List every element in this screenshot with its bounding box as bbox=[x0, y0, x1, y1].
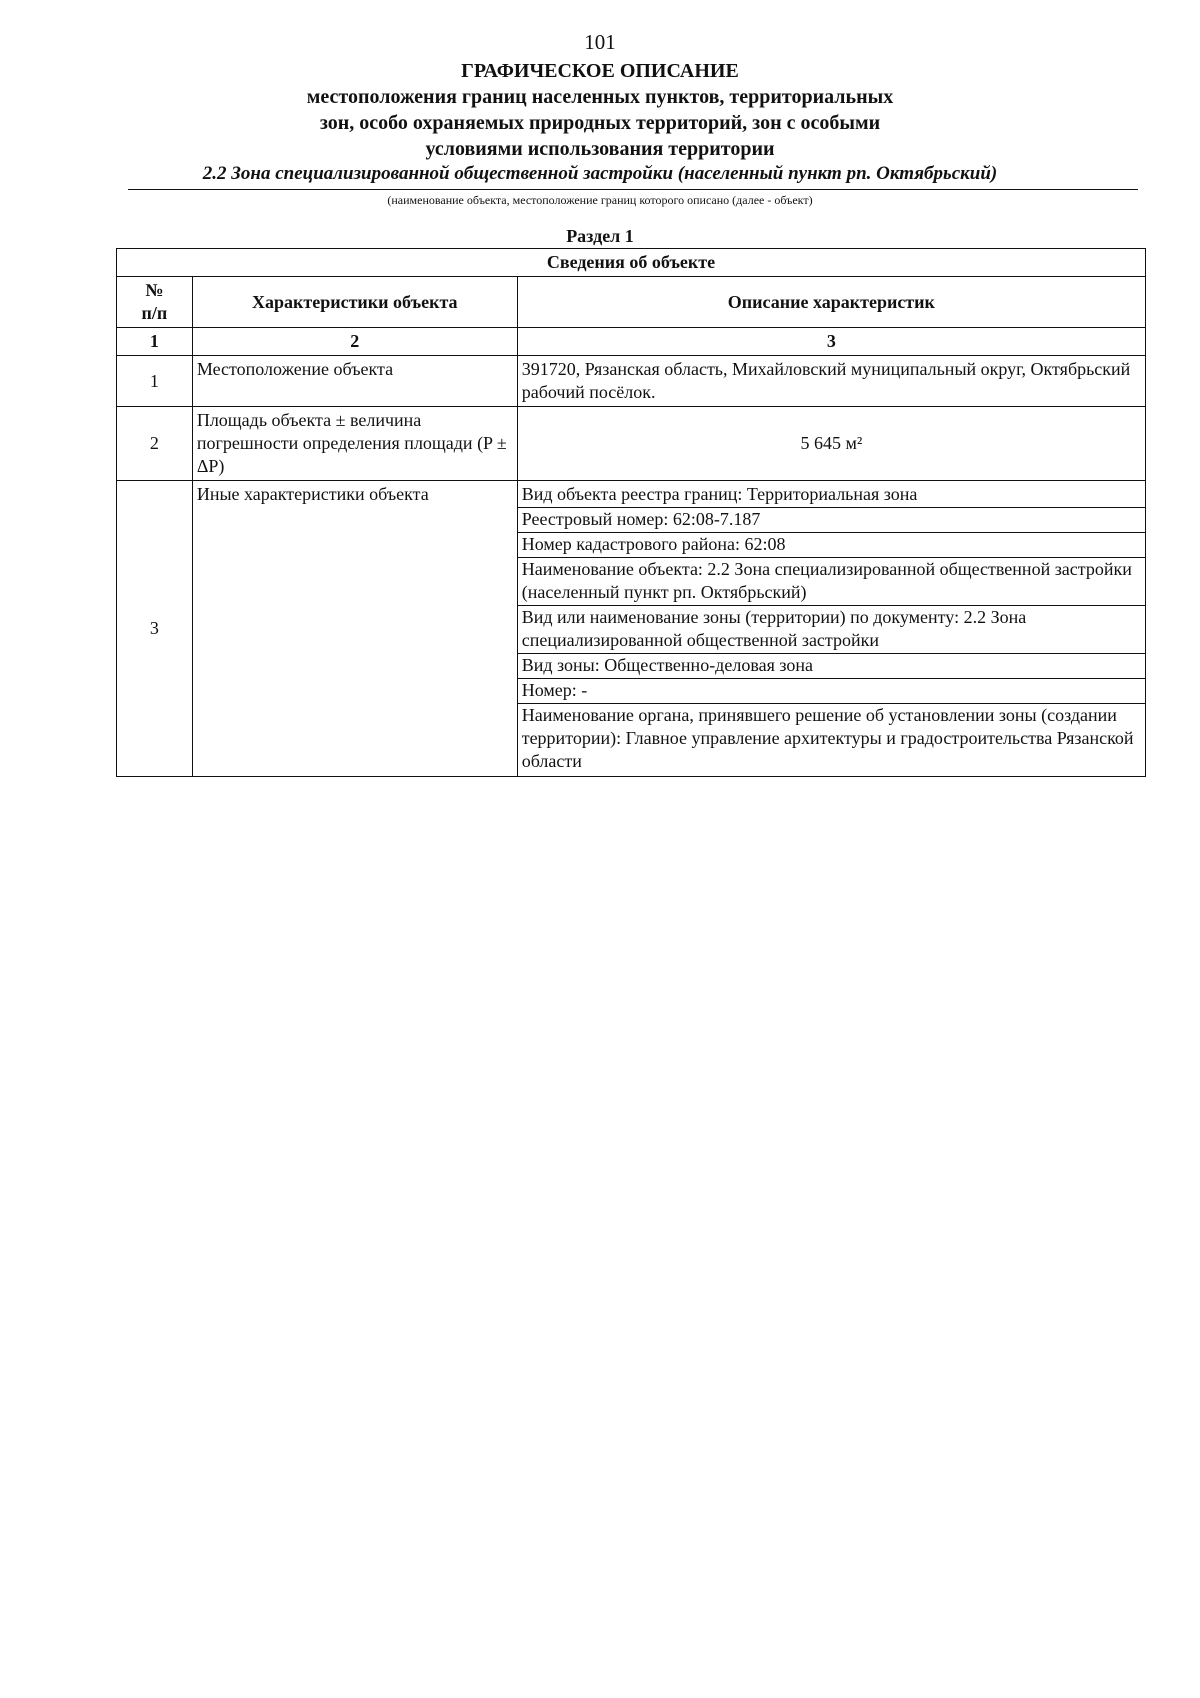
table-row bbox=[117, 356, 1146, 407]
table-caption-row bbox=[117, 249, 1146, 277]
object-info-table bbox=[116, 248, 1146, 777]
object-caption: (наименование объекта, местоположение границ которого описано (далее - объект) bbox=[387, 193, 813, 207]
table-row bbox=[117, 481, 1146, 777]
title-line-1: местоположения границ населенных пунктов, территориальных bbox=[306, 86, 894, 108]
detail-item: Вид зоны: Общественно-деловая зона bbox=[518, 654, 1145, 679]
row-index: 2 bbox=[117, 407, 193, 481]
detail-item: Вид объекта реестра границ: Территориальная зона bbox=[518, 483, 1145, 508]
row-index: 3 bbox=[117, 481, 193, 777]
object-underline bbox=[128, 189, 1138, 190]
row-description-details bbox=[517, 481, 1145, 777]
table-header-row bbox=[117, 277, 1146, 328]
column-number: 3 bbox=[517, 328, 1145, 356]
title-main: ГРАФИЧЕСКОЕ ОПИСАНИЕ bbox=[461, 60, 739, 82]
detail-item: Номер: - bbox=[518, 679, 1145, 704]
title-line-2: зон, особо охраняемых природных территорий, зон с особыми bbox=[319, 112, 881, 134]
row-characteristic: Иные характеристики объекта bbox=[192, 481, 517, 777]
row-characteristic: Площадь объекта ± величина погрешности определения площади (P ± ΔP) bbox=[192, 407, 517, 481]
header-description: Описание характеристик bbox=[517, 277, 1145, 328]
row-characteristic: Местоположение объекта bbox=[192, 356, 517, 407]
row-description: 391720, Рязанская область, Михайловский муниципальный округ, Октябрьский рабочий посёлок. bbox=[517, 356, 1145, 407]
header-characteristics: Характеристики объекта bbox=[192, 277, 517, 328]
detail-item: Номер кадастрового района: 62:08 bbox=[518, 533, 1145, 558]
detail-item: Наименование объекта: 2.2 Зона специализированной общественной застройки (населенный пункт рп. Октябрьский) bbox=[518, 558, 1145, 606]
row-index: 1 bbox=[117, 356, 193, 407]
detail-item: Реестровый номер: 62:08-7.187 bbox=[518, 508, 1145, 533]
document-title bbox=[0, 58, 1200, 162]
section-title: Раздел 1 bbox=[566, 226, 634, 246]
column-number-row bbox=[117, 328, 1146, 356]
header-num bbox=[117, 277, 193, 328]
detail-item: Наименование органа, принявшего решение об установлении зоны (создании территории): Главное управление архитектуры и градостроительства Рязанской области bbox=[521, 705, 1134, 771]
detail-item: Вид или наименование зоны (территории) по документу: 2.2 Зона специализированной общественной застройки bbox=[518, 606, 1145, 654]
column-number: 2 bbox=[192, 328, 517, 356]
page-number: 101 bbox=[584, 30, 616, 54]
header-num-line-1: № bbox=[145, 280, 164, 300]
header-num-line-2: п/п bbox=[141, 303, 168, 323]
table-caption: Сведения об объекте bbox=[117, 249, 1146, 277]
title-line-3: условиями использования территории bbox=[425, 138, 775, 160]
object-name: 2.2 Зона специализированной общественной застройки (населенный пункт рп. Октябрьский) bbox=[202, 163, 998, 184]
table-row bbox=[117, 407, 1146, 481]
row-description: 5 645 м² bbox=[517, 407, 1145, 481]
column-number: 1 bbox=[117, 328, 193, 356]
